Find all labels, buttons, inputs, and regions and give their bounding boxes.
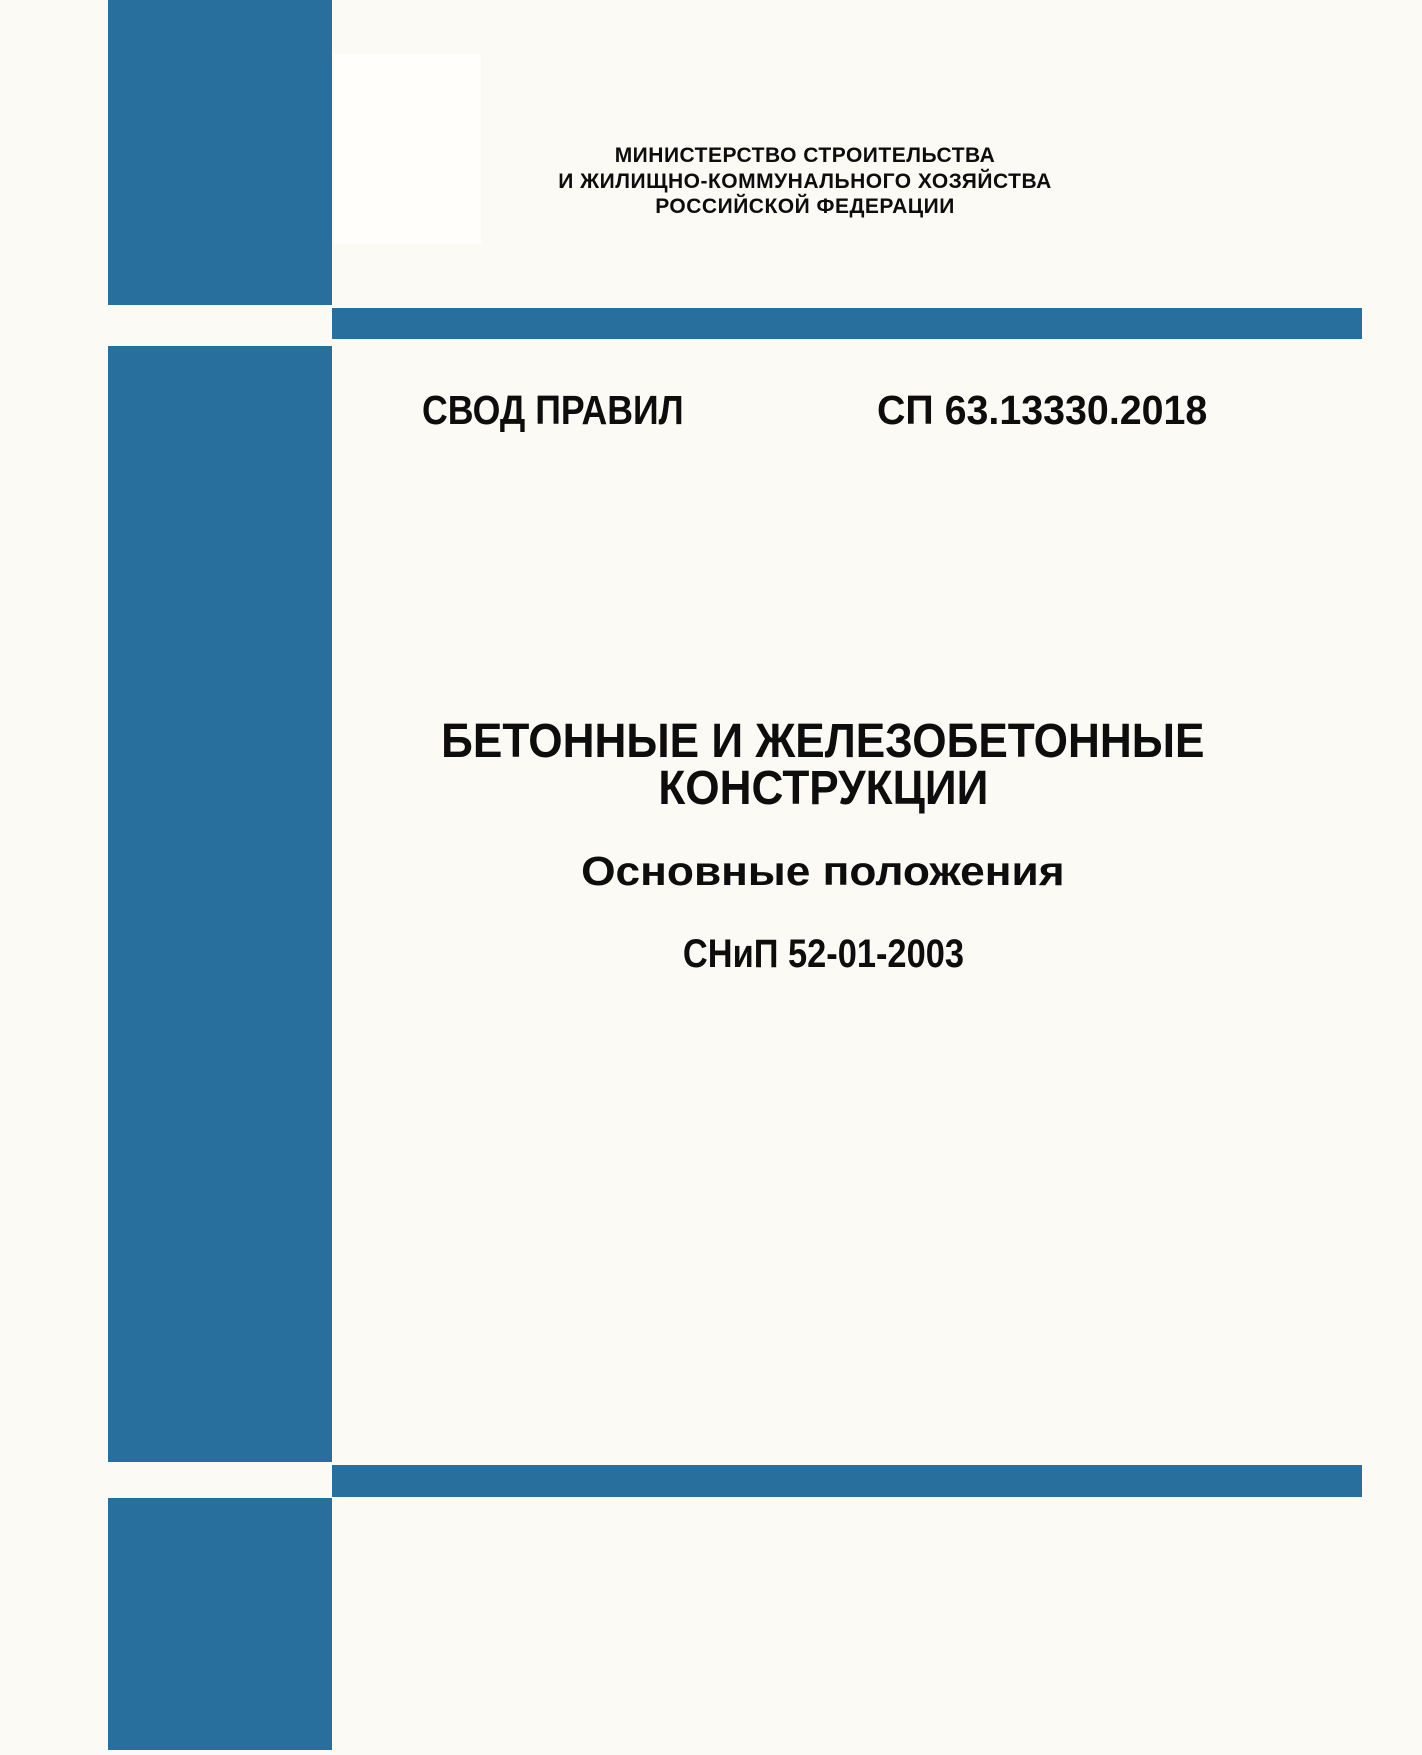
top-accent-bar xyxy=(332,308,1362,339)
document-title xyxy=(348,715,1298,815)
left-accent-column-bottom-segment xyxy=(108,1498,332,1750)
ministry-name xyxy=(405,143,1205,220)
ministry-name-line-3: РОССИЙСКОЙ ФЕДЕРАЦИИ xyxy=(655,195,955,218)
document-title-line-1: БЕТОННЫЕ И ЖЕЛЕЗОБЕТОННЫЕ xyxy=(441,715,1205,768)
document-kind-label: СВОД ПРАВИЛ xyxy=(422,387,684,433)
left-accent-column-top-segment xyxy=(108,0,332,305)
document-title-line-2: КОНСТРУКЦИИ xyxy=(658,762,988,815)
document-subtitle: Основные положения xyxy=(581,848,1065,894)
snip-reference: СНиП 52-01-2003 xyxy=(682,932,964,976)
ministry-name-line-1: МИНИСТЕРСТВО СТРОИТЕЛЬСТВА xyxy=(614,144,996,167)
document-code: СП 63.13330.2018 xyxy=(877,387,1208,433)
ministry-name-line-2: И ЖИЛИЩНО-КОММУНАЛЬНОГО ХОЗЯЙСТВА xyxy=(558,169,1052,193)
bottom-accent-bar xyxy=(332,1465,1362,1497)
left-accent-column-middle-segment xyxy=(108,346,332,1462)
